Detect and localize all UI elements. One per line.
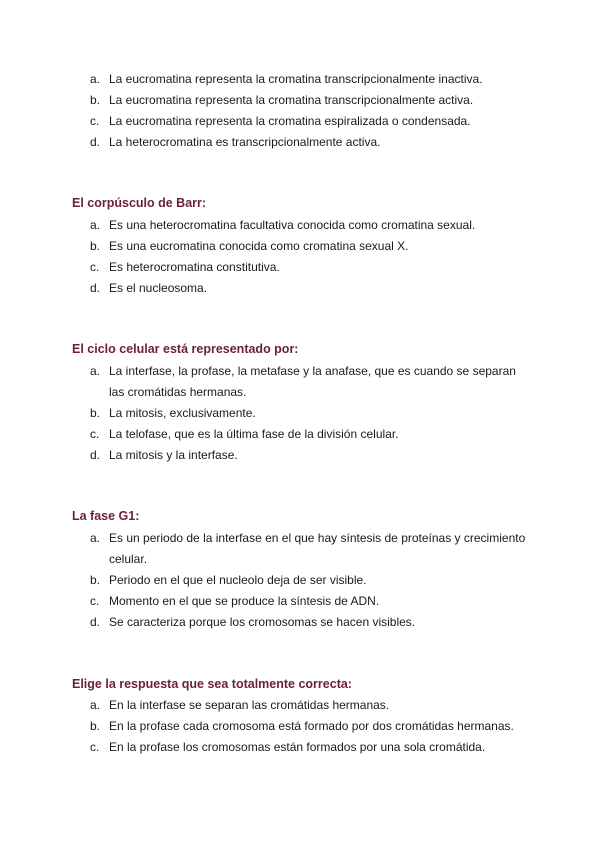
option-text: La eucromatina representa la cromatina transcripcionalmente activa.	[109, 93, 474, 107]
option-letter: a.	[90, 72, 101, 86]
option-letter: c.	[90, 427, 100, 441]
option-letter: b.	[90, 93, 101, 107]
option-text: La heterocromatina es transcripcionalmente activa.	[109, 135, 381, 149]
option-a	[90, 69, 530, 90]
question-heading: La fase G1:	[72, 509, 140, 523]
option-d	[90, 132, 530, 153]
option-text: Momento en el que se produce la síntesis de ADN.	[109, 594, 380, 608]
option-letter: c.	[90, 740, 100, 754]
option-text: Es una eucromatina conocida como cromatina sexual X.	[109, 239, 409, 253]
option-letter: b.	[90, 239, 101, 253]
option-c	[90, 737, 530, 758]
option-c	[90, 424, 530, 445]
option-b	[90, 90, 530, 111]
option-b	[90, 570, 530, 591]
option-d	[90, 278, 530, 299]
option-c	[90, 591, 530, 612]
question-heading: Elige la respuesta que sea totalmente correcta:	[72, 677, 352, 691]
option-c	[90, 257, 530, 278]
question-heading: El ciclo celular está representado por:	[72, 342, 299, 356]
option-letter: c.	[90, 594, 100, 608]
question-heading: El corpúsculo de Barr:	[72, 196, 207, 210]
option-a	[90, 695, 530, 716]
option-text: En la profase cada cromosoma está formado por dos cromátidas hermanas.	[109, 719, 514, 733]
option-a	[90, 361, 530, 403]
option-letter: d.	[90, 448, 101, 462]
option-text: La telofase, que es la última fase de la división celular.	[109, 427, 399, 441]
option-text: En la interfase se separan las cromátidas hermanas.	[109, 698, 390, 712]
option-text: Es el nucleosoma.	[109, 281, 208, 295]
option-d	[90, 445, 530, 466]
option-letter: b.	[90, 719, 101, 733]
option-letter: d.	[90, 135, 101, 149]
option-letter: b.	[90, 406, 101, 420]
option-c	[90, 111, 530, 132]
option-letter: a.	[90, 531, 101, 545]
option-text: En la profase los cromosomas están formados por una sola cromátida.	[109, 740, 486, 754]
option-text: La mitosis, exclusivamente.	[109, 406, 256, 420]
option-text: Periodo en el que el nucleolo deja de ser visible.	[109, 573, 367, 587]
option-b	[90, 403, 530, 424]
option-text: Se caracteriza porque los cromosomas se hacen visibles.	[109, 615, 416, 629]
option-letter: a.	[90, 698, 101, 712]
option-a	[90, 215, 530, 236]
option-letter: d.	[90, 615, 101, 629]
option-text: Es una heterocromatina facultativa conocida como cromatina sexual.	[109, 218, 476, 232]
option-letter: a.	[90, 218, 101, 232]
option-text: La eucromatina representa la cromatina espiralizada o condensada.	[109, 114, 471, 128]
option-d	[90, 612, 530, 633]
option-letter: a.	[90, 364, 101, 378]
option-text: La mitosis y la interfase.	[109, 448, 238, 462]
option-b	[90, 716, 530, 737]
option-text: La interfase, la profase, la metafase y la anafase, que es cuando se separan las cromátidas hermanas.	[109, 364, 516, 399]
option-letter: d.	[90, 281, 101, 295]
option-letter: c.	[90, 260, 100, 274]
option-text: Es heterocromatina constitutiva.	[109, 260, 280, 274]
option-text: Es un periodo de la interfase en el que hay síntesis de proteínas y crecimiento celular.	[109, 531, 526, 566]
option-letter: c.	[90, 114, 100, 128]
option-a	[90, 528, 530, 570]
option-text: La eucromatina representa la cromatina transcripcionalmente inactiva.	[109, 72, 483, 86]
option-letter: b.	[90, 573, 101, 587]
option-b	[90, 236, 530, 257]
